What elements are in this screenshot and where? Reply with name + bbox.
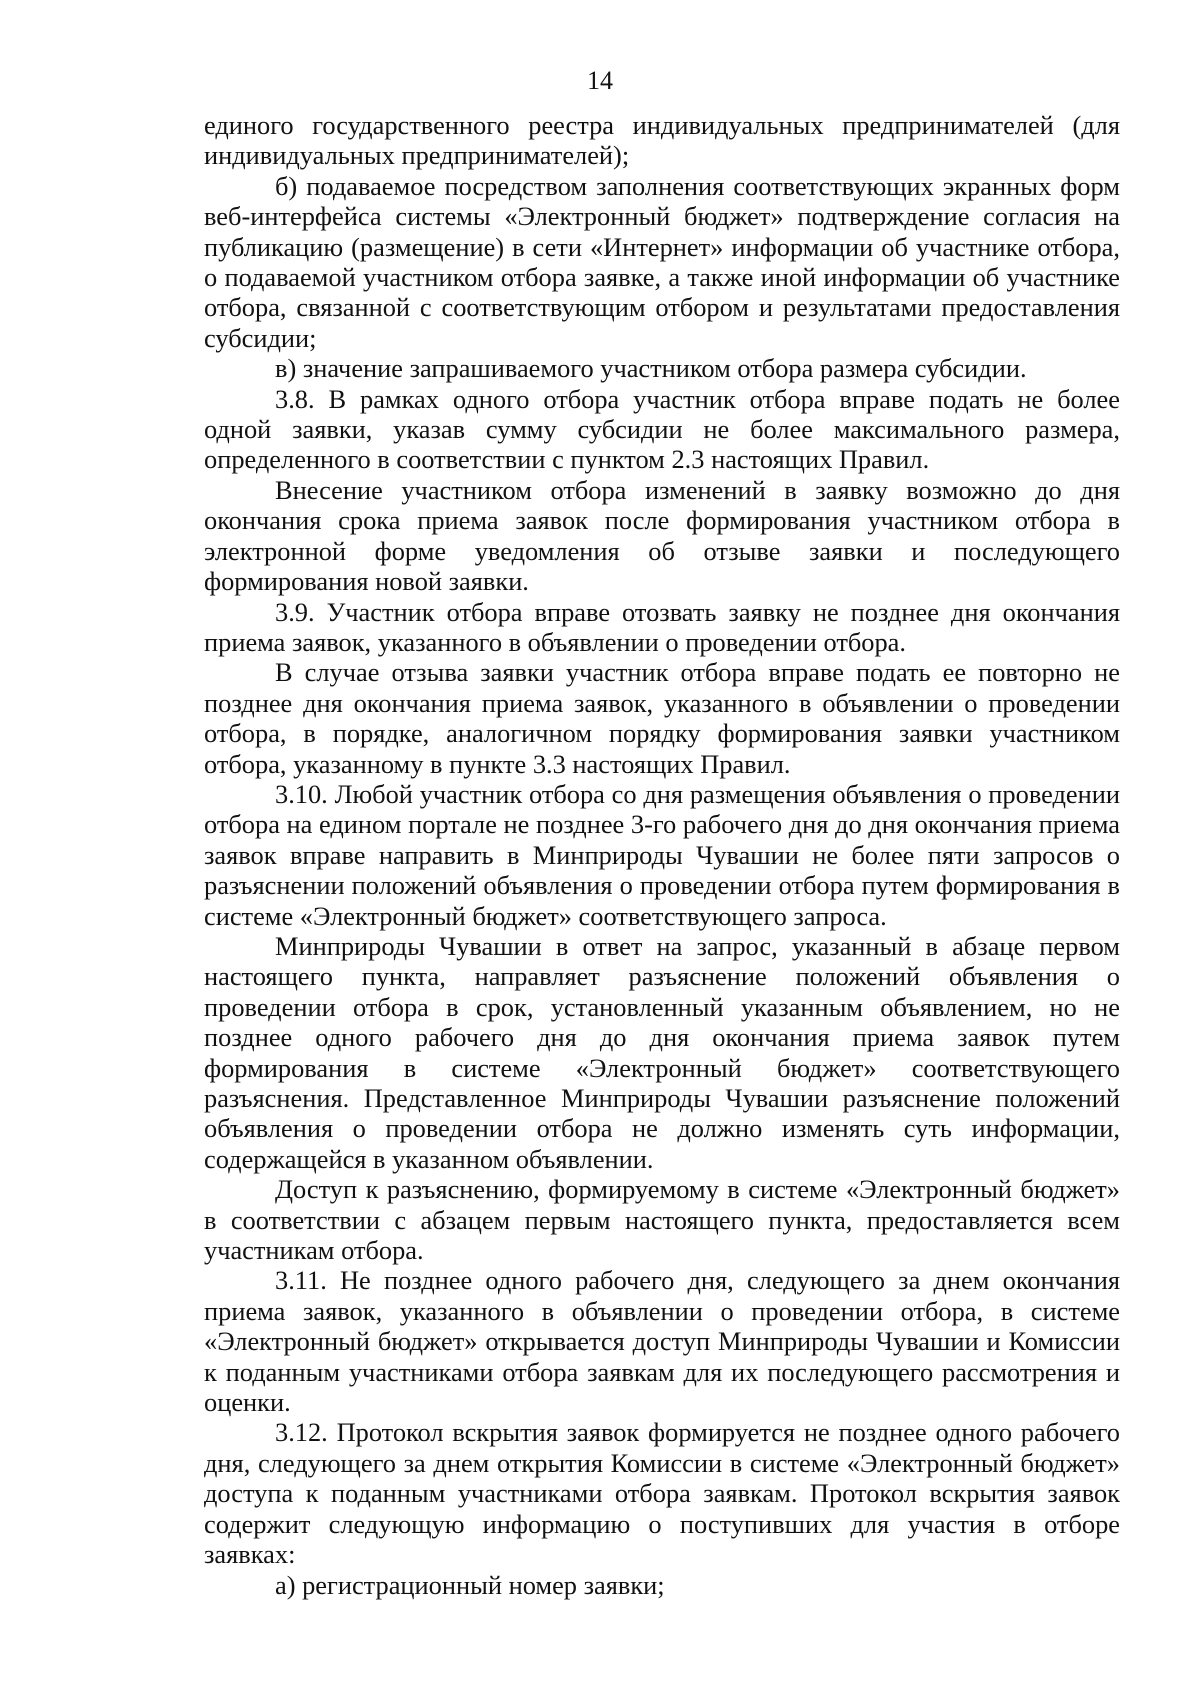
paragraph-3-12: 3.12. Протокол вскрытия заявок формируется не позднее одного рабочего дня, следующего за днем открытия Комиссии в системе «Электронный бюджет» доступа к поданным участниками отбора заявкам. Протокол вскрытия заявок содержит следующую информацию о поступивших для участия в отборе заявках: — [204, 1417, 1120, 1570]
paragraph-3-11: 3.11. Не позднее одного рабочего дня, следующего за днем окончания приема заявок, указанного в объявлении о проведении отбора, в системе «Электронный бюджет» открывается доступ Минприроды Чувашии и Комиссии к поданным участниками отбора заявкам для их последующего рассмотрения и оценки. — [204, 1265, 1120, 1418]
paragraph-3-9: 3.9. Участник отбора вправе отозвать заявку не позднее дня окончания приема заявок, указанного в объявлении о проведении отбора. — [204, 596, 1120, 657]
page-number: 14 — [587, 66, 613, 95]
paragraph-item-a: а) регистрационный номер заявки; — [275, 1569, 665, 1600]
paragraph-3-10-access: Доступ к разъяснению, формируемому в системе «Электронный бюджет» в соответствии с абзацем первым настоящего пункта, предоставляется всем участникам отбора. — [204, 1174, 1120, 1266]
paragraph-item-b: б) подаваемое посредством заполнения соответствующих экранных форм веб-интерфейса системы «Электронный бюджет» подтверждение согласия на публикацию (размещение) в сети «Интернет» информации об участнике отбора, о подаваемой участником отбора заявке, а также иной информации об участнике отбора, связанной с соответствующим отбором и результатами предоставления субсидии; — [204, 170, 1120, 353]
paragraph-item-v: в) значение запрашиваемого участником отбора размера субсидии. — [275, 353, 1027, 384]
paragraph-continuation: единого государственного реестра индивидуальных предпринимателей (для индивидуальных предпринимателей); — [204, 110, 1120, 171]
paragraph-3-9-withdrawal: В случае отзыва заявки участник отбора вправе подать ее повторно не позднее дня окончания приема заявок, указанного в объявлении о проведении отбора, в порядке, аналогичном порядку формирования заявки участником отбора, указанному в пункте 3.3 настоящих Правил. — [204, 657, 1120, 779]
document-body — [204, 110, 1120, 1600]
paragraph-3-10-response: Минприроды Чувашии в ответ на запрос, указанный в абзаце первом настоящего пункта, направляет разъяснение положений объявления о проведении отбора в срок, установленный указанным объявлением, но не позднее одного рабочего дня до дня окончания приема заявок путем формирования в системе «Электронный бюджет» соответствующего разъяснения. Представленное Минприроды Чувашии разъяснение положений объявления о проведении отбора не должно изменять суть информации, содержащейся в указанном объявлении. — [204, 930, 1120, 1174]
paragraph-3-10: 3.10. Любой участник отбора со дня размещения объявления о проведении отбора на едином портале не позднее 3-го рабочего дня до дня окончания приема заявок вправе направить в Минприроды Чувашии не более пяти запросов о разъяснении положений объявления о проведении отбора путем формирования в системе «Электронный бюджет» соответствующего запроса. — [204, 778, 1120, 931]
paragraph-3-8: 3.8. В рамках одного отбора участник отбора вправе подать не более одной заявки, указав сумму субсидии не более максимального размера, определенного в соответствии с пунктом 2.3 настоящих Правил. — [204, 383, 1120, 475]
paragraph-3-8-changes: Внесение участником отбора изменений в заявку возможно до дня окончания срока приема заявок после формирования участником отбора в электронной форме уведомления об отзыве заявки и последующего формирования новой заявки. — [204, 474, 1120, 597]
